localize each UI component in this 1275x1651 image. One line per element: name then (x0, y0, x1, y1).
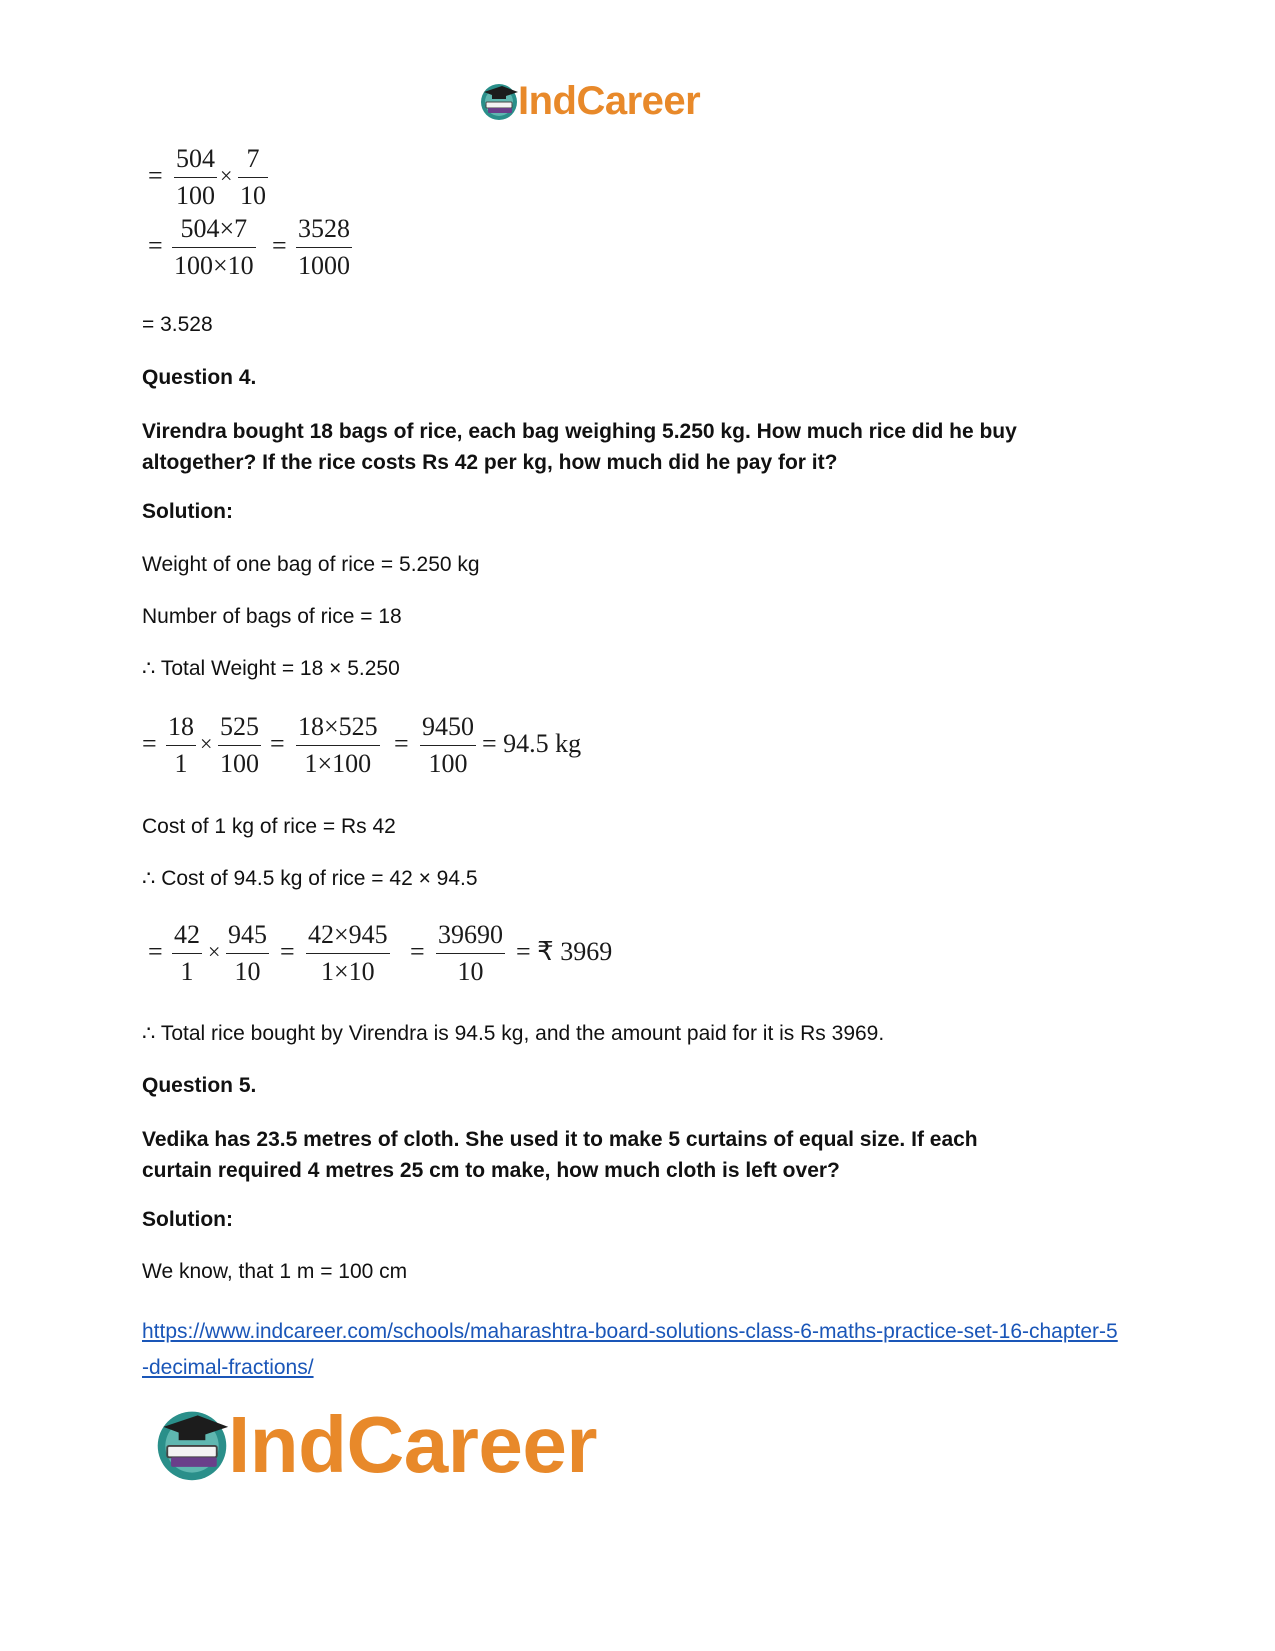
denominator: 1×10 (321, 957, 375, 986)
text-line: Cost of 1 kg of rice = Rs 42 (142, 815, 396, 838)
equals-sign: = (148, 161, 163, 190)
equals-sign: = (270, 729, 285, 758)
fraction (174, 144, 217, 211)
text-line: ∴ Total rice bought by Virendra is 94.5 kg, and the amount paid for it is Rs 3969. (142, 1022, 885, 1045)
denominator: 1 (174, 749, 188, 778)
equals-sign: = (148, 231, 163, 260)
fraction-bar (226, 953, 269, 954)
text-line: ∴ Cost of 94.5 kg of rice = 42 × 94.5 (142, 867, 478, 890)
times-sign: × (200, 731, 213, 756)
equation-2 (140, 214, 400, 284)
text-line: Weight of one bag of rice = 5.250 kg (142, 553, 480, 576)
fraction-bar (306, 953, 390, 954)
denominator: 10 (234, 957, 261, 986)
fraction (172, 214, 256, 281)
graduation-cap-books-globe-icon (478, 80, 520, 122)
question-4-text: Virendra bought 18 bags of rice, each bag weighing 5.250 kg. How much rice did he buy altogether? If the rice costs Rs 42 per kg, how much did he pay for it? (142, 420, 1017, 474)
equation-3 (140, 712, 610, 782)
fraction-bar (172, 247, 256, 248)
fraction (306, 920, 390, 987)
text-line: ∴ Total Weight = 18 × 5.250 (142, 657, 400, 680)
times-sign: × (220, 163, 233, 188)
fraction-bar (420, 745, 476, 746)
fraction (166, 712, 196, 779)
fraction-bar (238, 177, 268, 178)
question-5-heading: Question 5. (142, 1074, 257, 1097)
fraction (436, 920, 505, 987)
fraction (420, 712, 476, 779)
numerator: 7 (246, 144, 260, 173)
fraction (296, 712, 380, 779)
numerator: 18×525 (298, 712, 378, 741)
equals-sign: = (148, 937, 163, 966)
question-5-text: Vedika has 23.5 metres of cloth. She used it to make 5 curtains of equal size. If each curtain required 4 metres 25 cm to make, how much cloth is left over? (142, 1128, 978, 1182)
text-line: Number of bags of rice = 18 (142, 605, 402, 628)
question-4-heading: Question 4. (142, 366, 257, 389)
equals-sign: = (142, 729, 157, 758)
graduation-cap-books-globe-icon (152, 1404, 232, 1484)
header-logo-text: IndCareer (518, 79, 701, 123)
footer-logo-text: IndCareer (228, 1400, 597, 1489)
fraction (296, 214, 352, 281)
denominator: 10 (240, 181, 266, 210)
fraction-bar (172, 953, 202, 954)
fraction (238, 144, 268, 211)
equation-4 (140, 920, 640, 990)
equals-sign: = (410, 937, 425, 966)
numerator: 945 (228, 920, 267, 949)
fraction-bar (174, 177, 217, 178)
source-link[interactable]: https://www.indcareer.com/schools/maharashtra-board-solutions-class-6-maths-practice-set-16-chapter-5-decimal-fractions/ (142, 1320, 1118, 1379)
times-sign: × (208, 939, 221, 964)
numerator: 42 (174, 920, 200, 949)
equals-sign: = (272, 231, 287, 260)
numerator: 3528 (298, 214, 350, 243)
fraction (172, 920, 202, 987)
equation-result: = 94.5 kg (482, 729, 582, 758)
numerator: 18 (168, 712, 194, 741)
text-line: We know, that 1 m = 100 cm (142, 1260, 408, 1283)
denominator: 100 (428, 749, 468, 778)
fraction-bar (296, 745, 380, 746)
numerator: 9450 (422, 712, 474, 741)
equation-1 (140, 144, 340, 214)
equals-sign: = (280, 937, 295, 966)
header-logo (478, 78, 748, 124)
denominator: 100×10 (174, 251, 254, 280)
equation-result: = ₹ 3969 (516, 937, 613, 966)
equals-sign: = (394, 729, 409, 758)
numerator: 39690 (438, 920, 503, 949)
denominator: 100 (220, 749, 259, 778)
denominator: 10 (457, 957, 484, 986)
fraction-bar (436, 953, 505, 954)
numerator: 42×945 (308, 920, 388, 949)
solution-heading: Solution: (142, 500, 233, 523)
footer-logo (152, 1400, 672, 1490)
numerator: 504×7 (180, 214, 248, 243)
fraction-bar (296, 247, 352, 248)
denominator: 100 (176, 181, 215, 210)
denominator: 1000 (298, 251, 350, 280)
fraction-bar (218, 745, 261, 746)
numerator: 504 (176, 144, 215, 173)
fraction (226, 920, 269, 987)
solution-heading: Solution: (142, 1208, 233, 1231)
denominator: 1×100 (304, 749, 372, 778)
fraction (218, 712, 261, 779)
fraction-bar (166, 745, 196, 746)
denominator: 1 (180, 957, 194, 986)
numerator: 525 (220, 712, 259, 741)
result-line: = 3.528 (142, 313, 213, 336)
